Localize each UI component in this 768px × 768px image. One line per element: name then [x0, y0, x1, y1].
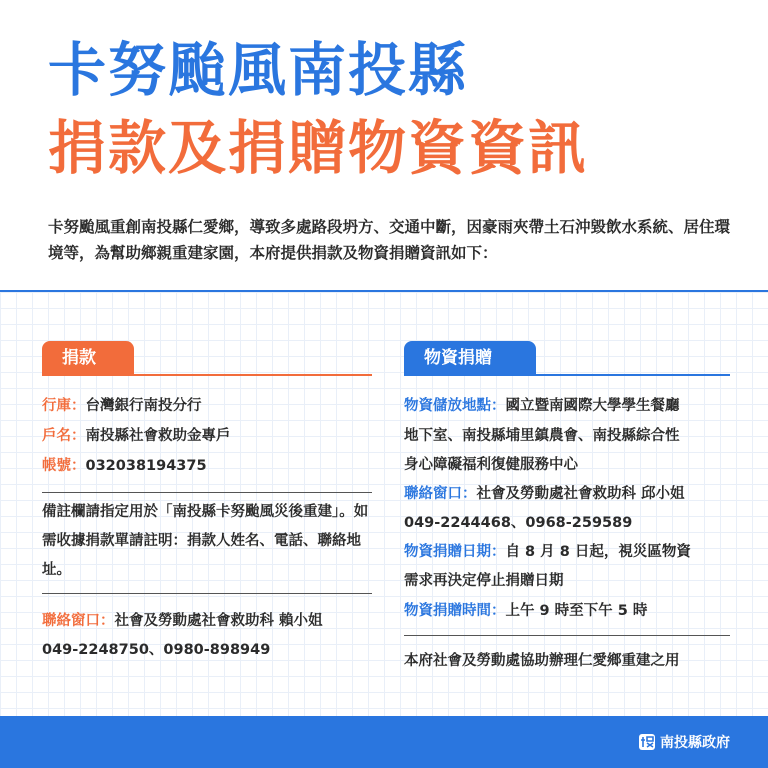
supplies-time-label: 物資捐贈時間： — [404, 603, 506, 619]
footer-bar — [0, 716, 768, 768]
supplies-location-label: 物資儲放地點： — [404, 398, 506, 414]
government-logo — [638, 732, 730, 752]
bank-value: 台灣銀行南投分行 — [85, 398, 202, 414]
supplies-contact-value: 社會及勞動處社會救助科 邱小姐 — [476, 486, 685, 502]
supplies-location-value-1: 國立暨南國際大學學生餐廳 — [505, 398, 680, 414]
account-name-value: 南投縣社會救助金專戶 — [85, 428, 231, 444]
supplies-contact-phone: 049-2244468、0968-259589 — [404, 515, 633, 531]
supplies-location-row — [404, 396, 680, 416]
donation-divider-1 — [42, 492, 372, 493]
supplies-date-value-1: 自 8 月 8 日起，視災區物資 — [505, 544, 691, 560]
supplies-tab-underline — [404, 374, 730, 376]
supplies-date-label: 物資捐贈日期： — [404, 544, 506, 560]
intro-text: 卡努颱風重創南投縣仁愛鄉，導致多處路段坍方、交通中斷，因豪雨夾帶土石沖毀飲水系統、居住環境等，為幫助鄉親重建家園，本府提供捐款及物資捐贈資訊如下： — [48, 218, 731, 262]
government-name: 南投縣政府 — [660, 735, 730, 751]
bank-label: 行庫： — [42, 398, 86, 414]
supplies-time-value: 上午 9 時至下午 5 時 — [505, 603, 648, 619]
supplies-footer-note: 本府社會及勞動處協助辦理仁愛鄉重建之用 — [404, 653, 680, 669]
tab-donation: 捐款 — [42, 341, 134, 375]
page-title-line2: 捐款及捐贈物資資訊 — [48, 114, 589, 182]
header-section — [0, 0, 768, 290]
donation-tab-underline — [42, 374, 372, 376]
supplies-divider — [404, 635, 730, 636]
bank-row — [42, 396, 202, 416]
account-number-row — [42, 456, 207, 476]
account-number-label: 帳號： — [42, 458, 86, 474]
donation-divider-2 — [42, 593, 372, 594]
supplies-contact-label: 聯絡窗口： — [404, 486, 477, 502]
account-name-label: 戶名： — [42, 428, 86, 444]
supplies-location-value-3: 身心障礙福利復健服務中心 — [404, 457, 578, 473]
tab-supplies: 物資捐贈 — [404, 341, 536, 375]
page-title-line1: 卡努颱風南投縣 — [48, 36, 469, 104]
supplies-contact-row — [404, 484, 685, 504]
account-name-row — [42, 426, 231, 446]
supplies-date-value-2: 需求再決定停止捐贈日期 — [404, 573, 564, 589]
supplies-date-row — [404, 542, 691, 562]
donation-contact-phone: 049-2248750、0980-898949 — [42, 642, 271, 658]
supplies-time-row — [404, 601, 647, 621]
donation-contact-value: 社會及勞動處社會救助科 賴小姐 — [114, 613, 323, 629]
donation-contact-row — [42, 611, 323, 631]
supplies-location-value-2: 地下室、南投縣埔里鎮農會、南投縣綜合性 — [404, 428, 680, 444]
donation-note: 備註欄請指定用於「南投縣卡努颱風災後重建」。如需收據捐款單請註明：捐款人姓名、電話、聯絡地址。 — [42, 504, 369, 578]
donation-contact-label: 聯絡窗口： — [42, 613, 115, 629]
government-logo-icon — [638, 733, 656, 751]
account-number-value: 032038194375 — [85, 458, 207, 474]
